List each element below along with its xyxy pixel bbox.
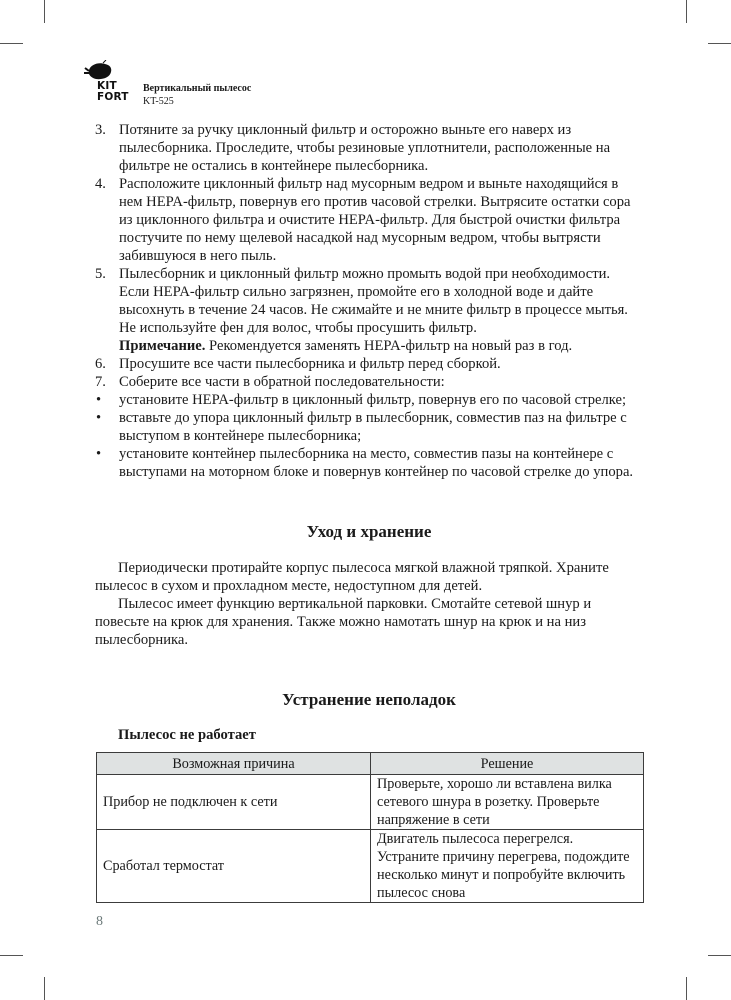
cause-cell: Прибор не подключен к сети [97, 775, 371, 830]
care-text [95, 559, 643, 649]
paragraph: Пылесос имеет функцию вертикальной парковки. Смотайте сетевой шнур и повесьте на крюк для хранения. Также можно намотать шнур на крюк и на низ пылесборника. [95, 596, 592, 648]
cause-cell: Сработал термостат [97, 830, 371, 903]
column-header: Решение [371, 753, 644, 775]
paragraph: Периодически протирайте корпус пылесоса мягкой влажной тряпкой. Храните пылесос в сухом и прохладном месте, недоступном для детей. [95, 560, 609, 594]
crop-mark [708, 955, 731, 956]
section-title-troubleshooting: Устранение неполадок [282, 690, 456, 709]
crop-mark [44, 0, 45, 23]
list-item: 3. Потяните за ручку циклонный фильтр и осторожно выньте его наверх из пылесборника. Проследите, чтобы резиновые уплотнители, расположенные на фильтре не остались в контейнере пылесборника. [95, 122, 611, 174]
product-name: Вертикальный пылесос [143, 83, 252, 94]
bullet-item: • установите HEPA-фильтр в циклонный фильтр, повернув его по часовой стрелке; [96, 392, 627, 408]
document-title [143, 82, 251, 108]
section-title-care: Уход и хранение [306, 522, 432, 541]
solution-cell: Проверьте, хорошо ли вставлена вилка сетевого шнура в розетку. Проверьте напряжение в сети [371, 775, 644, 830]
column-header: Возможная причина [97, 753, 371, 775]
page-header [82, 60, 132, 104]
model-number: KT-525 [143, 96, 174, 107]
bullet-item: • установите контейнер пылесборника на место, совместив пазы на контейнере с выступами на моторном блоке и повернув контейнер по часовой стрелке до упора. [96, 446, 634, 480]
troubleshooting-table [96, 752, 644, 903]
note-label: Примечание. [119, 338, 206, 354]
list-item: 4. Расположите циклонный фильтр над мусорным ведром и выньте находящийся в нем HEPA-фильтр, повернув его против часовой стрелки. Вытрясите остатки сора из циклонного фильтра и очистите HEPA-фильтр. Для быстрой очистки фильтра постучите по нему щелевой насадкой над мусорным ведром, чтобы вытрясти забившуюся в него пыль. [95, 176, 631, 264]
table-row [97, 830, 644, 903]
table-header-row [97, 753, 644, 775]
list-item: 6. Просушите все части пылесборника и фильтр перед сборкой. [95, 356, 501, 372]
table-row [97, 775, 644, 830]
bullet-item: • вставьте до упора циклонный фильтр в пылесборник, совместив паз на фильтре с выступом в контейнере пылесборника; [96, 410, 627, 444]
crop-mark [708, 43, 731, 44]
whale-plug-icon [83, 60, 113, 82]
crop-mark [686, 0, 687, 23]
list-item: 5. Пылесборник и циклонный фильтр можно промыть водой при необходимости. Если HEPA-фильтр сильно загрязнен, промойте его в холодной воде и дайте высохнуть в течение 24 часов. Не сжимайте и не мните фильтр в процессе мытья. Не используйте фен для волос, чтобы просушить фильтр. Примечание. Рекомендуется заменять HEPA-фильтр на новый раз в год. [95, 265, 643, 355]
cleaning-steps-list [95, 121, 643, 481]
page-number: 8 [96, 914, 103, 929]
solution-cell: Двигатель пылесоса перегрелся. Устраните причину перегрева, подождите несколько минут и попробуйте включить пылесос снова [371, 830, 644, 903]
crop-mark [0, 43, 23, 44]
kitfort-logo [82, 60, 132, 104]
brand-name: KIT FORT [97, 80, 129, 103]
crop-mark [686, 977, 687, 1000]
subsection-title: Пылесос не работает [118, 727, 256, 743]
note: Примечание. Рекомендуется заменять HEPA-фильтр на новый раз в год. [119, 338, 573, 354]
crop-mark [44, 977, 45, 1000]
list-item: 7. Соберите все части в обратной последовательности: [95, 374, 445, 390]
crop-mark [0, 955, 23, 956]
